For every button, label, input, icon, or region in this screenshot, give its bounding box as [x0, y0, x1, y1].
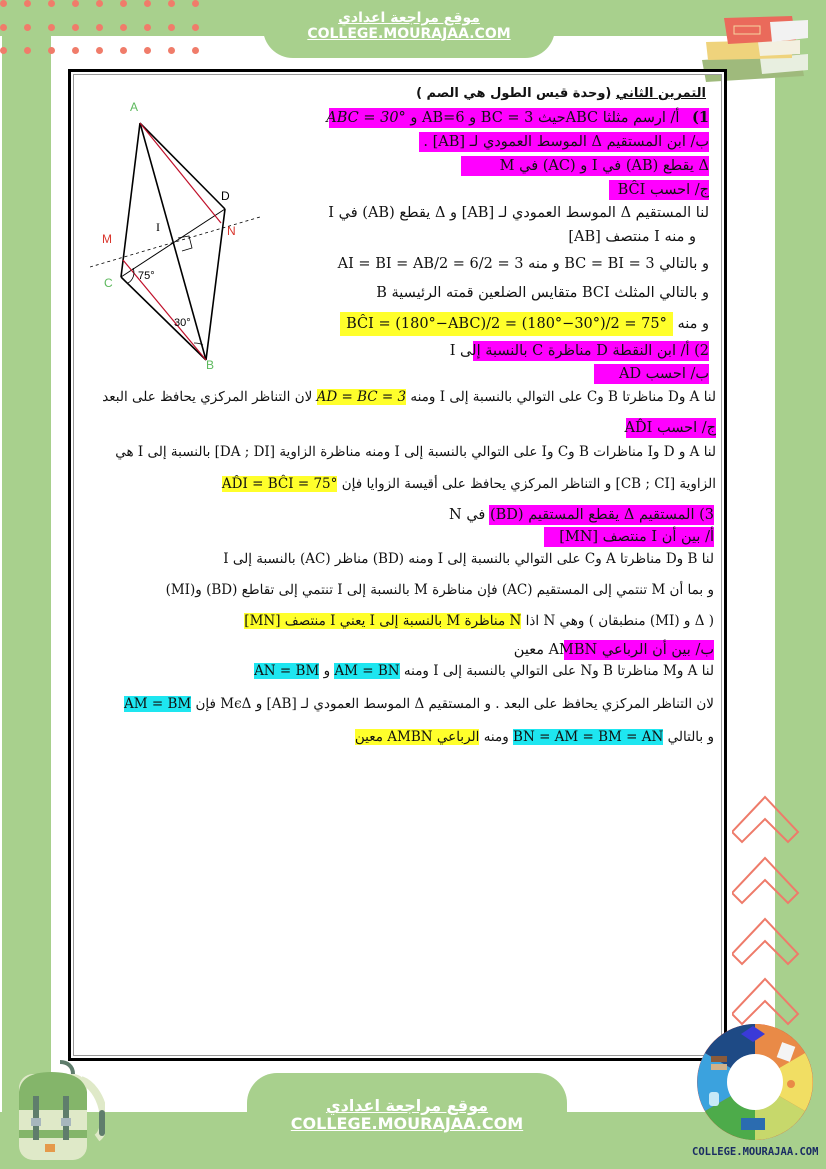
label-c: C	[104, 276, 113, 290]
answer-am-bm	[124, 694, 714, 714]
header-banner[interactable]	[263, 0, 555, 58]
question-1b: ب/ ابن المستقيم Δ الموسط العمودي لـ [AB] .	[419, 132, 709, 152]
angle-c-label: 75°	[138, 270, 155, 282]
exercise-title-text: التمرين الثاني	[615, 86, 706, 101]
answer-line: و بما أن M تنتمي إلى المستقيم (AC) فإن مناظرة M بالنسبة إلى I تنتمي إلى تقاطع (BD) و(MI)	[165, 582, 714, 598]
answer-line: و بالتالي المثلث BCI متقايس الضلعين قمته الرئيسية B	[376, 285, 709, 301]
answer-am-bn	[254, 661, 714, 681]
answer-text: و	[323, 663, 331, 679]
answer-text: لان التناظر المركزي يحافظ على البعد	[102, 389, 313, 405]
geometry-figure	[90, 95, 280, 375]
answer-adi	[222, 474, 716, 494]
label-i: I	[156, 220, 160, 234]
question-1c: ج/ احسب BĈI	[609, 180, 709, 200]
left-green-strip	[2, 36, 51, 1169]
answer-text: ومنه	[483, 729, 509, 745]
answer-text: ( Δ و (MI) منطبقان ) وهي N اذا	[525, 613, 714, 629]
all-equal-equation: BN = AM = BM = AN	[513, 729, 664, 745]
answer-mn	[244, 611, 714, 631]
answer-text: و بالتالي	[667, 729, 714, 745]
bci-result: BĈI = (180°−ABC)/2 = (180°−30°)/2 = 75°	[340, 312, 673, 336]
answer-text: لان التناظر المركزي يحافظ على البعد . و المستقيم Δ الموسط العمودي لـ [AB] و MϵΔ فإن	[195, 696, 714, 712]
answer-ad	[102, 387, 716, 407]
label-m: M	[102, 232, 112, 246]
question-3: 3) المستقيم Δ يقطع المستقيم (BD) في N	[449, 507, 714, 523]
footer-banner[interactable]	[247, 1073, 567, 1169]
question-1a	[326, 108, 709, 128]
question-2c: ج/ احسب AD̂I	[624, 420, 716, 436]
angle-abc: ABC = 30°	[326, 110, 406, 126]
label-n: N	[227, 224, 236, 238]
ad-equation: AD = BC = 3	[316, 389, 407, 405]
angle-b-label: 30°	[174, 317, 191, 329]
logo-caption[interactable]: COLLEGE.MOURAJAA.COM	[692, 1146, 819, 1158]
answer-prefix: و منه	[677, 316, 709, 332]
question-1a-text: أ/ ارسم مثلثا ABCحيث BC = 3 و AB=6 و	[405, 110, 680, 126]
answer-line: و منه I منتصف [AB]	[568, 229, 696, 245]
answer-text: الزاوية [CB ; CI] و التناظر المركزي يحافظ على أقيسة الزوايا فإن	[341, 476, 716, 492]
header-site-url[interactable]: COLLEGE.MOURAJAA.COM	[307, 26, 511, 43]
footer-site-name[interactable]: موقع مراجعة اعدادي	[325, 1096, 489, 1115]
exercise-title	[416, 84, 706, 104]
label-d: D	[221, 189, 230, 203]
am-bm-equation: AM = BM	[123, 696, 192, 712]
answer-text: لنا A وD مناظرتا B وC على التوالي بالنسبة إلى I ومنه	[410, 389, 716, 405]
answer-line: لنا المستقيم Δ الموسط العمودي لـ [AB] و Δ يقطع (AB) في I	[328, 205, 709, 221]
education-wheel-logo[interactable]	[695, 1022, 815, 1142]
question-1b-cont: Δ يقطع (AB) في I و (AC) في M	[461, 156, 709, 176]
answer-rhombus	[355, 727, 714, 747]
backpack-icon	[15, 1058, 105, 1163]
adi-equation: AD̂I = BĈI = 75°	[221, 476, 338, 492]
answer-text: لنا A وM مناظرتا B وN على التوالي بالنسبة إلى I ومنه	[403, 663, 714, 679]
question-number: 1)	[692, 109, 709, 126]
answer-bci	[340, 314, 709, 334]
an-bm-equation: AN = BM	[254, 663, 320, 679]
question-2b: ب/ احسب AD	[594, 364, 709, 384]
header-site-name[interactable]: موقع مراجعة اعدادي	[338, 10, 480, 26]
answer-line: لنا B وD مناظرتا A وC على التوالي بالنسبة إلى I ومنه (BD) مناظر (AC) بالنسبة إلى I	[223, 551, 714, 567]
footer-site-url[interactable]: COLLEGE.MOURAJAA.COM	[290, 1114, 524, 1134]
mn-conclusion: N مناظرة M بالنسبة إلى I يعني I منتصف [MN]	[244, 613, 522, 629]
answer-line: لنا A و D وI مناظرات B وC وI على التوالي بالنسبة إلى I ومنه مناظرة الزاوية [DA ; DI] بالنسبة إلى I هي	[115, 444, 716, 460]
exercise-title-note: (وحدة قيس الطول هي الصم )	[416, 86, 612, 101]
question-3a: أ/ بين أن I منتصف [MN]	[544, 527, 714, 547]
label-b: B	[206, 358, 215, 372]
question-3b: ب/ بين أن الرباعي AMBN معين	[513, 642, 714, 658]
answer-line: و بالتالي BC = BI = 3 و منه AI = BI = AB/2 = 6/2 = 3	[337, 256, 709, 272]
am-bn-equation: AM = BN	[334, 663, 400, 679]
label-a: A	[130, 100, 139, 114]
rhombus-conclusion: الرباعي AMBN معين	[354, 729, 480, 745]
chevron-up-icons	[732, 792, 802, 1037]
question-2a: 2) أ/ ابن النقطة D مناظرة C بالنسبة إلى I	[449, 343, 709, 359]
